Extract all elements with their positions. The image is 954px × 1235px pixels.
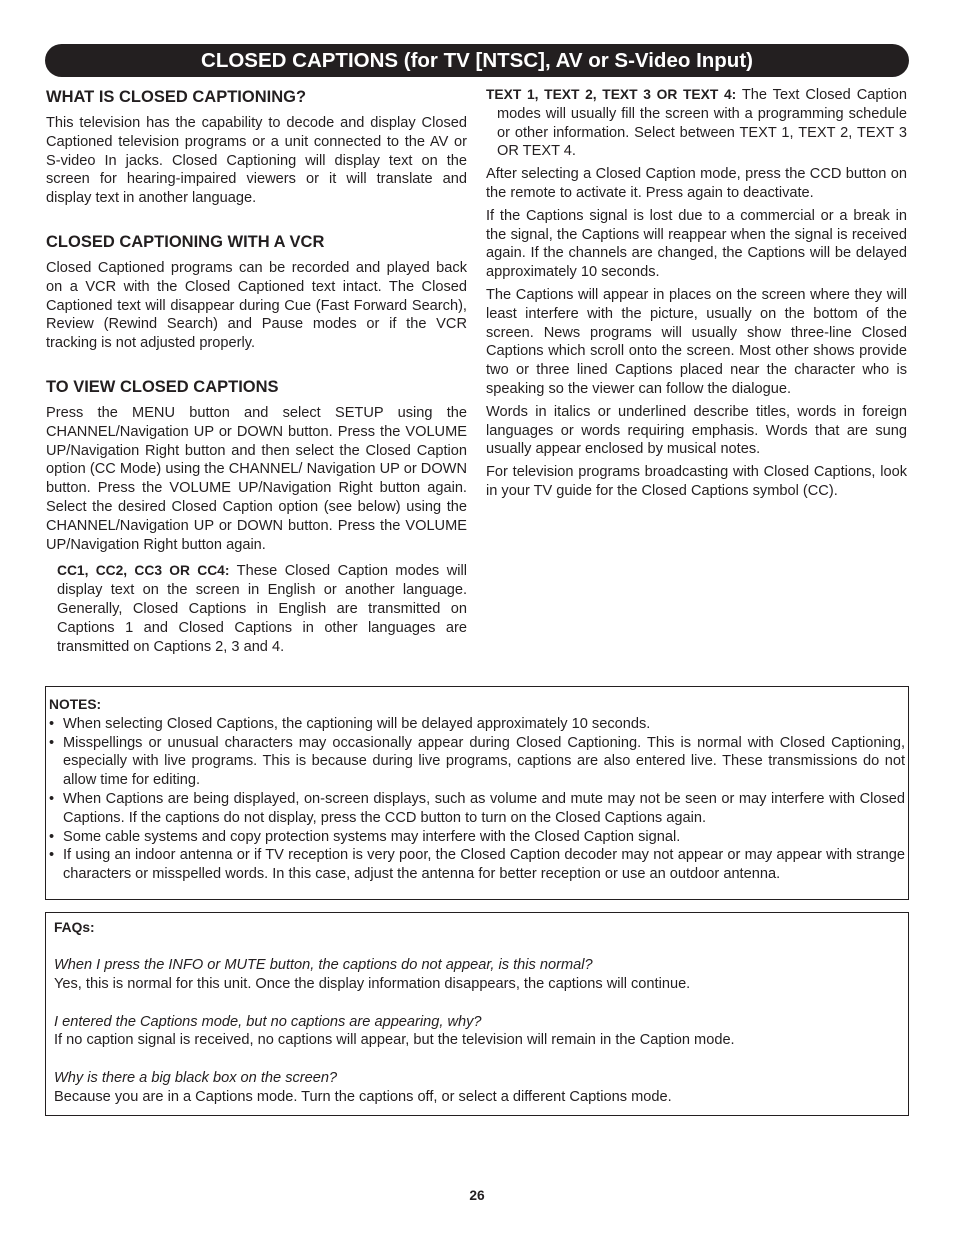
cc-mode-text: These Closed Caption modes will display text on the screen in English or another language. Generally, Closed Captions in English are transmitted on Captions 1 and Closed Captions in other languages are transmitted on Captions 2, 3 and 4.: [57, 563, 467, 655]
note-text: Misspellings or unusual characters may occasionally appear during Closed Captioning. This is normal with Closed Captioning, especially with live programs. This is because during live programs, captions are also entered live. These transmissions do not allow time for editing.: [63, 734, 905, 789]
faq-answer: Because you are in a Captions mode. Turn the captions off, or select a different Captions mode.: [54, 1088, 672, 1105]
section-body-to-view: Press the MENU button and select SETUP using the CHANNEL/Navigation UP or DOWN button. Press the VOLUME UP/Navigation Right button and then select the Closed Caption option (CC Mode) using the CHANNEL/ Navigation UP or DOWN button. Press the VOLUME UP/Navigation Right button again. Select the desired Closed Caption option (see below) using the CHANNEL/Navigation UP or DOWN button. Press the VOLUME UP/Navigation Right button again.: [46, 404, 467, 553]
note-text: Some cable systems and copy protection systems may interfere with the Closed Caption signal.: [63, 828, 681, 845]
bullet-icon: •: [49, 734, 55, 751]
faqs-title: FAQs:: [54, 920, 95, 935]
faq-answer: Yes, this is normal for this unit. Once the display information disappears, the captions will continue.: [54, 976, 691, 993]
paragraph-tv-guide: For television programs broadcasting with Closed Captions, look in your TV guide for the Closed Captions symbol (CC).: [486, 464, 907, 499]
section-body-vcr: Closed Captioned programs can be recorded and played back on a VCR with the Closed Captioned text intact. The Closed Captioned text will disappear during Cue (Fast Forward Search), Review (Rewind Search) and Pause modes or if the VCR tracking is not adjusted properly.: [46, 259, 467, 352]
section-heading-vcr: CLOSED CAPTIONING WITH A VCR: [46, 232, 325, 251]
page-number: 26: [469, 1188, 485, 1203]
note-text: When Captions are being displayed, on-screen displays, such as volume and mute may not be seen or may interfere with Closed Captions. If the captions do not display, press the CCD button to turn on the Closed Captions again.: [63, 790, 905, 826]
paragraph-caption-placement: The Captions will appear in places on the screen where they will least interfere with the picture, usually on the bottom of the screen. News programs will usually show three-line Closed Captions which scroll onto the screen. Most other shows provide two or three lined Captions placed near the character who is speaking so the viewer can follow the dialogue.: [486, 286, 907, 397]
notes-box: [45, 686, 909, 900]
paragraph-signal-lost: If the Captions signal is lost due to a commercial or a break in the signal, the Captions will reappear when the signal is received again. If the channels are changed, the Captions will be delayed approximately 10 seconds.: [486, 207, 907, 281]
text-mode-label: TEXT 1, TEXT 2, TEXT 3 OR TEXT 4:: [486, 87, 737, 102]
faqs-box: [45, 912, 909, 1116]
right-column: [486, 86, 907, 505]
faq-item: [54, 1069, 900, 1107]
notes-title: NOTES:: [49, 697, 102, 712]
text-mode-text: The Text Closed Caption modes will usually fill the screen with a programming schedule or other information. Select between TEXT 1, TEXT 2, TEXT 3 OR TEXT 4.: [497, 87, 907, 160]
bullet-icon: •: [49, 790, 55, 807]
paragraph-italics: Words in italics or underlined describe titles, words in foreign languages or words requiring emphasis. Words that are sung usually appear enclosed by musical notes.: [486, 403, 907, 458]
cc-mode-description: [46, 562, 467, 656]
faq-item: [54, 1013, 900, 1051]
section-heading-what-is: WHAT IS CLOSED CAPTIONING?: [46, 88, 307, 106]
page-title: CLOSED CAPTIONS (for TV [NTSC], AV or S-Video Input): [45, 44, 909, 77]
bullet-icon: •: [49, 828, 55, 845]
faq-question: When I press the INFO or MUTE button, the captions do not appear, is this normal?: [54, 957, 593, 974]
bullet-icon: •: [49, 847, 55, 864]
bullet-icon: •: [49, 715, 55, 732]
note-text: If using an indoor antenna or if TV reception is very poor, the Closed Caption decoder may not appear or may appear with strange characters or misspelled words. In this case, adjust the antenna for better reception or use an outdoor antenna.: [63, 847, 905, 883]
faq-question: I entered the Captions mode, but no captions are appearing, why?: [54, 1013, 482, 1030]
note-item: [49, 790, 905, 828]
note-item: [49, 846, 905, 884]
faq-item: [54, 956, 900, 994]
note-item: [49, 715, 905, 734]
section-heading-to-view: TO VIEW CLOSED CAPTIONS: [46, 377, 279, 396]
notes-list: [49, 715, 905, 884]
faq-question: Why is there a big black box on the screen?: [54, 1069, 338, 1086]
note-item: [49, 828, 905, 847]
paragraph-ccd-button: After selecting a Closed Caption mode, press the CCD button on the remote to activate it. Press again to deactivate.: [486, 166, 907, 201]
text-mode-description: [486, 86, 907, 161]
faq-answer: If no caption signal is received, no captions will appear, but the television will remain in the Caption mode.: [54, 1032, 735, 1049]
note-text: When selecting Closed Captions, the captioning will be delayed approximately 10 seconds.: [63, 715, 651, 732]
note-item: [49, 734, 905, 790]
section-body-what-is: This television has the capability to decode and display Closed Captioned television programs or a unit connected to the AV or S-video In jacks. Closed Captioning will display text on the screen for hearing-impaired viewers or it will translate and display text in another language.: [46, 115, 467, 207]
cc-mode-label: CC1, CC2, CC3 OR CC4:: [57, 563, 230, 579]
left-column: [46, 86, 467, 656]
